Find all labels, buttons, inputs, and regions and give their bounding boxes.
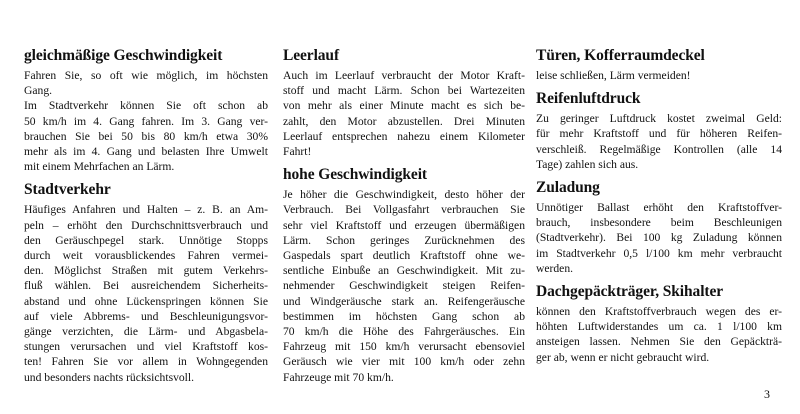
text-line: den. Möglichst Straßen mit gutem Verkehrs- xyxy=(24,264,268,278)
text-line: Leerlauf entsprechen nahezu einem Kilometer xyxy=(283,129,525,143)
text-section xyxy=(536,46,782,83)
text-line: (Stadtverkehr). Bei 100 kg Zuladung können xyxy=(536,231,782,245)
section-heading: Dachgepäckträger, Skihalter xyxy=(536,283,724,301)
text-line: Fahrt! xyxy=(283,145,312,159)
text-line: 50 km/h im 4. Gang fahren. Im 3. Gang ver- xyxy=(24,114,268,128)
section-body xyxy=(24,68,268,174)
text-line: auf viele Abbrems- und Beschleunigungsvor- xyxy=(24,309,268,323)
section-body xyxy=(536,68,782,83)
text-line: Geräusch wie vier mit 100 km/h oder zehn xyxy=(283,355,525,369)
text-line: abstand und ohne Lückenspringen können Sie xyxy=(24,294,268,308)
text-line: Im Stadtverkehr können Sie oft schon ab xyxy=(24,99,268,113)
text-line: Fahren Sie, so oft wie möglich, im höchsten xyxy=(24,69,268,82)
text-line: ten! Fahren Sie vor allem in Wohngegenden xyxy=(24,355,268,369)
text-section xyxy=(24,46,268,174)
text-line: leise schließen, Lärm vermeiden! xyxy=(536,69,691,82)
text-line: gänge verzichten, die Lärm- und Abgasbela- xyxy=(24,325,268,339)
text-line: sentliche Einbuße an Geschwindigkeit. Mit zu- xyxy=(283,264,525,278)
text-line: für mehr Kraftstoff und für höheren Reifen- xyxy=(536,127,782,141)
text-line: den Geräuschpegel stark. Unnötige Stopps xyxy=(24,233,268,247)
text-section xyxy=(536,178,782,276)
section-heading: gleichmäßige Geschwindigkeit xyxy=(24,47,223,64)
text-line: ansteigen lassen. Nehmen Sie den Gepäckträ- xyxy=(536,335,782,349)
page-number: 3 xyxy=(764,387,770,401)
text-line: brauch, insbesondere beim Beschleunigen xyxy=(536,216,782,230)
text-line: Verbrauch. Bei Vollgasfahrt verbrauchen Sie xyxy=(283,203,525,217)
section-body xyxy=(24,202,268,384)
text-line: höhten Luftwiderstandes um ca. 1 l/100 km xyxy=(536,320,782,334)
text-line: stoff und macht Lärm. Schon bei Wartezeiten xyxy=(283,84,525,98)
column-left xyxy=(24,46,268,391)
text-line: Gang. xyxy=(24,84,53,98)
text-line: peln – erhöht den Durchschnittsverbrauch und xyxy=(24,218,268,232)
text-line: und besonders nachts rücksichtsvoll. xyxy=(24,370,195,384)
text-line: Gaspedals spart deutlich Kraftstoff ohne we- xyxy=(283,249,525,263)
text-line: Zu geringer Luftdruck kostet zweimal Geld: xyxy=(536,112,782,126)
text-line: Je höher die Geschwindigkeit, desto höher der xyxy=(283,188,525,202)
text-section xyxy=(536,89,782,172)
section-heading: Stadtverkehr xyxy=(24,181,111,199)
section-heading: hohe Geschwindigkeit xyxy=(283,166,427,184)
text-line: sehr viel Kraftstoff und erzeugen übermäßigen xyxy=(283,218,525,232)
column-right xyxy=(536,46,782,371)
text-line: im Stadtverkehr 0,5 l/100 km mehr verbraucht xyxy=(536,246,782,260)
text-line: verschleiß. Regelmäßige Kontrollen (alle 14 xyxy=(536,142,782,156)
text-line: Lärm. Schon geringes Zurücknehmen des xyxy=(283,233,525,247)
text-line: ger ab, wenn er nicht gebraucht wird. xyxy=(536,350,710,364)
text-line: können den Kraftstoffverbrauch wegen des er- xyxy=(536,305,782,319)
text-line: Unnötiger Ballast erhöht den Kraftstoffver- xyxy=(536,201,782,215)
section-heading: Zuladung xyxy=(536,179,600,197)
section-heading: Leerlauf xyxy=(283,47,340,64)
text-section xyxy=(536,282,782,365)
text-line: von mehr als einer Minute macht es sich be- xyxy=(283,99,525,113)
text-line: und Windgeräusche stark an. Reifengeräusche xyxy=(283,294,525,308)
text-line: werden. xyxy=(536,261,574,275)
text-line: mehr als im 4. Gang und belasten Ihre Umwelt xyxy=(24,145,268,159)
section-heading: Reifenluftdruck xyxy=(536,90,641,108)
text-line: Häufiges Anfahren und Halten – z. B. an Am- xyxy=(24,203,268,217)
text-line: brauchen Sie bei 50 bis 80 km/h etwa 30% xyxy=(24,129,268,143)
text-section xyxy=(283,165,525,385)
section-body xyxy=(536,200,782,276)
text-section xyxy=(283,46,525,159)
text-line: Auch im Leerlauf verbraucht der Motor Kraft- xyxy=(283,69,525,82)
section-body xyxy=(536,304,782,365)
text-line: durch weit vorausblickendes Fahren vermei- xyxy=(24,249,268,263)
text-line: bestimmen im höchsten Gang schon ab xyxy=(283,309,525,323)
text-line: Fahrzeuge mit 70 km/h. xyxy=(283,370,394,384)
section-body xyxy=(283,187,525,385)
section-heading: Türen, Kofferraumdeckel xyxy=(536,47,705,64)
text-line: mit einem Mehrfachen an Lärm. xyxy=(24,160,175,174)
column-middle xyxy=(283,46,525,391)
text-line: fluß wählen. Bei ausreichendem Sicherheits- xyxy=(24,279,268,293)
text-line: 70 km/h die Höhe des Fahrgeräusches. Ein xyxy=(283,325,525,339)
section-body xyxy=(283,68,525,159)
text-line: nehmender Geschwindigkeit steigen Reifen- xyxy=(283,279,525,293)
text-line: Fahrzeug mit 150 km/h verursacht ebensoviel xyxy=(283,340,525,354)
text-line: Tage) zahlen sich aus. xyxy=(536,157,639,171)
section-body xyxy=(536,111,782,172)
text-line: zahlt, den Motor abzustellen. Drei Minuten xyxy=(283,114,525,128)
text-section xyxy=(24,180,268,384)
text-line: stungen verursachen und viel Kraftstoff kos- xyxy=(24,340,268,354)
